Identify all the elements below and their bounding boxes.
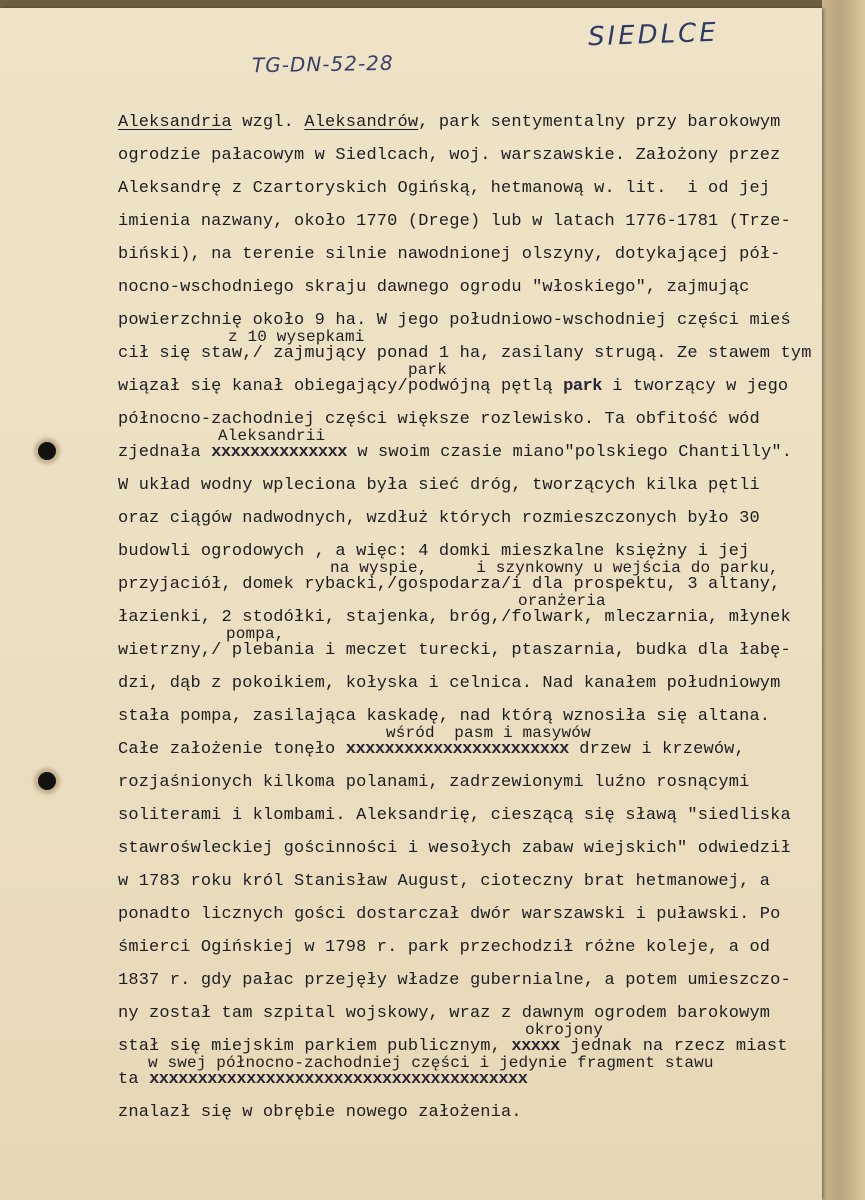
text-line (118, 238, 818, 271)
text-line (118, 139, 818, 172)
text-line (118, 997, 818, 1030)
struck-out-text: xxxxxxxxxxxxxxxxxxxxxxxxxxxxxxxxxxxxxxx (149, 1070, 528, 1089)
insertion-text: okrojony (525, 1021, 604, 1039)
line-text: wzgl. (231, 113, 305, 132)
text-line (118, 172, 818, 205)
insertion-text: oranżeria (518, 592, 606, 610)
text-line (118, 469, 818, 502)
line-text: stał się miejskim parkiem publicznym, (118, 1037, 512, 1056)
text-line (118, 799, 818, 832)
text-line (118, 931, 818, 964)
line-text: wietrzny,/ plebania i meczet turecki, ptaszarnia, budka dla łabę- (118, 641, 791, 660)
text-line (118, 634, 818, 667)
struck-out-text: xxxxxxxxxxxxxx (211, 443, 347, 462)
line-text: północno-zachodniej części większe rozlewisko. Ta obfitość wód (118, 410, 760, 429)
line-text: imienia nazwany, około 1770 (Drege) lub w latach 1776-1781 (Trze- (118, 212, 791, 231)
line-text: rozjaśnionych kilkoma polanami, zadrzewionymi luźno rosnącymi (118, 773, 750, 792)
line-text: ta (118, 1070, 150, 1089)
line-text: biński), na terenie silnie nawodnionej olszyny, dotykającej pół- (118, 245, 781, 264)
line-text: jednak na rzecz miast (559, 1037, 788, 1056)
line-text: Aleksandrę z Czartoryskich Ogińską, hetmanową w. lit. i od jej (118, 179, 771, 198)
line-text: ny został tam szpital wojskowy, wraz z dawnym ogrodem barokowym (118, 1004, 771, 1023)
city-stamp: SIEDLCE (587, 17, 720, 53)
catalog-number: TG-DN-52-28 (251, 50, 394, 78)
line-text: Całe założenie tonęło (118, 740, 346, 759)
text-line (118, 304, 818, 337)
text-line (118, 271, 818, 304)
text-line (118, 106, 818, 139)
text-line (118, 1096, 818, 1129)
struck-out-text: xxxxx (511, 1037, 560, 1056)
line-text: budowli ogrodowych , a więc: 4 domki mieszkalne księżny i jej (118, 542, 750, 561)
line-text: W układ wodny wpleciona była sieć dróg, tworzących kilka pętli (118, 476, 760, 495)
text-line (118, 766, 818, 799)
insertion-text: pompa, (226, 625, 285, 643)
text-line (118, 898, 818, 931)
line-text: ogrodzie pałacowym w Siedlcach, woj. warszawskie. Założony przez (118, 146, 781, 165)
text-line (118, 337, 818, 370)
line-text: cił się staw,/ zajmujący ponad 1 ha, zasilany strugą. Ze stawem tym (118, 344, 812, 363)
underlined-term: Aleksandria (118, 113, 232, 132)
line-text: drzew i krzewów, (568, 740, 745, 759)
line-text: w 1783 roku król Stanisław August, cioteczny brat hetmanowej, a (118, 872, 771, 891)
insertion-text: Aleksandrii (218, 427, 326, 445)
text-line (118, 601, 818, 634)
line-text: wiązał się kanał obiegający/podwójną pętlą (118, 377, 564, 396)
line-text: zjednała (118, 443, 212, 462)
line-text: stawrośwleckiej gościnności i wesołych zabaw wiejskich" odwiedził (118, 839, 791, 858)
line-text: przyjaciół, domek rybacki,/gospodarza/i dla prospektu, 3 altany, (118, 575, 781, 594)
text-line (118, 964, 818, 997)
insertion-text: w swej północno-zachodniej części i jedynie fragment stawu (148, 1054, 714, 1072)
insertion-text: na wyspie, i szynkowny u wejścia do parku, (330, 559, 779, 577)
document-body (118, 106, 818, 1129)
line-text: ponadto licznych gości dostarczał dwór warszawski i puławski. Po (118, 905, 781, 924)
line-text: dzi, dąb z pokoikiem, kołyska i celnica. Nad kanałem południowym (118, 674, 781, 693)
text-line (118, 667, 818, 700)
line-text: łazienki, 2 stodółki, stajenka, bróg,/folwark, mleczarnia, młynek (118, 608, 791, 627)
scan-background-edge (822, 0, 865, 1200)
insertion-text: park (408, 361, 448, 379)
line-text: znalazł się w obrębie nowego założenia. (118, 1103, 522, 1122)
line-text: i tworzący w jego (601, 377, 789, 396)
line-text: soliterami i klombami. Aleksandrię, cieszącą się sławą "siedliska (118, 806, 791, 825)
typewritten-page (0, 8, 822, 1200)
line-text: powierzchnię około 9 ha. W jego południowo-wschodniej części mieś (118, 311, 791, 330)
line-text: , park sentymentalny przy barokowym (418, 113, 781, 132)
text-line (118, 205, 818, 238)
line-text: śmierci Ogińskiej w 1798 r. park przechodził różne koleje, a od (118, 938, 771, 957)
insertion-text: wśród pasm i masywów (386, 724, 591, 742)
line-text: 1837 r. gdy pałac przejęły władze gubernialne, a potem umieszczo- (118, 971, 791, 990)
line-text: stała pompa, zasilająca kaskadę, nad którą wznosiła się altana. (118, 707, 771, 726)
line-text: oraz ciągów nadwodnych, wzdłuż których rozmieszczonych było 30 (118, 509, 760, 528)
text-line (118, 865, 818, 898)
insertion-text: z 10 wysepkami (228, 328, 365, 346)
punch-hole (38, 772, 56, 790)
line-text: nocno-wschodniego skraju dawnego ogrodu "włoskiego", zajmując (118, 278, 750, 297)
text-line (118, 370, 818, 403)
underlined-term: Aleksandrów (304, 113, 419, 132)
line-text: w swoim czasie miano"polskiego Chantilly". (347, 443, 793, 462)
punch-hole (38, 442, 56, 460)
struck-out-text: park (563, 377, 602, 396)
struck-out-text: xxxxxxxxxxxxxxxxxxxxxxx (345, 740, 569, 759)
text-line (118, 832, 818, 865)
text-line (118, 502, 818, 535)
